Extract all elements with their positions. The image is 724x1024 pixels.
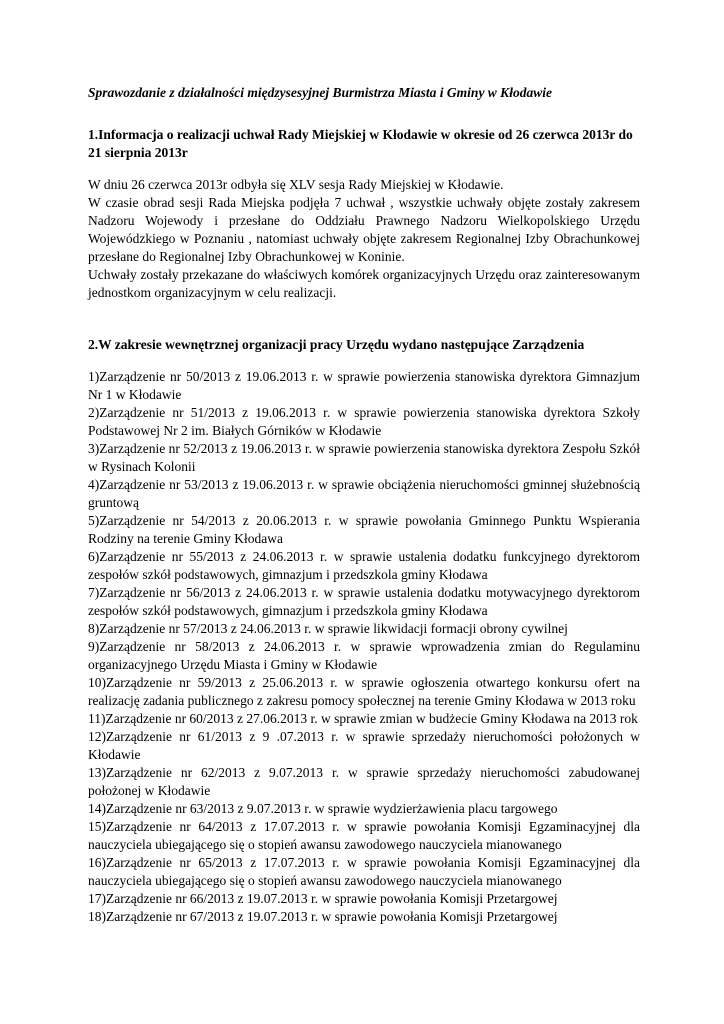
document-page <box>88 84 640 926</box>
section-resolutions <box>88 126 640 302</box>
ordinance-item: 10)Zarządzenie nr 59/2013 z 25.06.2013 r. w sprawie ogłoszenia otwartego konkursu ofert na realizację zadania publicznego z zakresu pomocy społecznej na terenie Gminy Kłodawa w 2013 roku <box>88 675 640 708</box>
section-1-paragraph: Uchwały zostały przekazane do właściwych komórek organizacyjnych Urzędu oraz zainteresowanym jednostkom organizacyjnym w celu realizacji. <box>88 267 640 300</box>
section-ordinances <box>88 336 640 926</box>
ordinance-item: 15)Zarządzenie nr 64/2013 z 17.07.2013 r. w sprawie powołania Komisji Egzaminacyjnej dla nauczyciela ubiegającego się o stopień awansu zawodowego nauczyciela mianowanego <box>88 819 640 852</box>
ordinance-item: 7)Zarządzenie nr 56/2013 z 24.06.2013 r. w sprawie ustalenia dodatku motywacyjnego dyrektorom zespołów szkół podstawowych, gimnazjum i przedszkola gminy Kłodawa <box>88 585 640 618</box>
ordinance-list <box>88 368 640 926</box>
ordinance-item: 3)Zarządzenie nr 52/2013 z 19.06.2013 r. w sprawie powierzenia stanowiska dyrektora Zespołu Szkół w Rysinach Kolonii <box>88 441 640 474</box>
section-1-paragraph: W czasie obrad sesji Rada Miejska podjęła 7 uchwał , wszystkie uchwały objęte zostały zakresem Nadzoru Wojewody i przesłane do Oddziału Prawnego Nadzoru Wielkopolskiego Urzędu Wojewódzkiego w Poznaniu , natomiast uchwały objęte zakresem Regionalnej Izby Obrachunkowej przesłane do Regionalnej Izby Obrachunkowej w Koninie. <box>88 195 640 264</box>
ordinance-item: 6)Zarządzenie nr 55/2013 z 24.06.2013 r. w sprawie ustalenia dodatku funkcyjnego dyrektorom zespołów szkół podstawowych, gimnazjum i przedszkola gminy Kłodawa <box>88 549 640 582</box>
ordinance-item: 1)Zarządzenie nr 50/2013 z 19.06.2013 r. w sprawie powierzenia stanowiska dyrektora Gimnazjum Nr 1 w Kłodawie <box>88 369 640 402</box>
document-title: Sprawozdanie z działalności międzysesyjnej Burmistrza Miasta i Gminy w Kłodawie <box>88 85 552 100</box>
ordinance-item: 5)Zarządzenie nr 54/2013 z 20.06.2013 r. w sprawie powołania Gminnego Punktu Wspierania Rodziny na terenie Gminy Kłodawa <box>88 513 640 546</box>
ordinance-item: 4)Zarządzenie nr 53/2013 z 19.06.2013 r. w sprawie obciążenia nieruchomości gminnej służebnością gruntową <box>88 477 640 510</box>
ordinance-item: 14)Zarządzenie nr 63/2013 z 9.07.2013 r. w sprawie wydzierżawienia placu targowego <box>88 801 558 816</box>
section-1-paragraph: W dniu 26 czerwca 2013r odbyła się XLV sesja Rady Miejskiej w Kłodawie. <box>88 177 504 192</box>
ordinance-item: 2)Zarządzenie nr 51/2013 z 19.06.2013 r. w sprawie powierzenia stanowiska dyrektora Szkoły Podstawowej Nr 2 im. Białych Górników w Kłodawie <box>88 405 640 438</box>
section-2-heading: 2.W zakresie wewnętrznej organizacji pracy Urzędu wydano następujące Zarządzenia <box>88 337 585 352</box>
ordinance-item: 8)Zarządzenie nr 57/2013 z 24.06.2013 r. w sprawie likwidacji formacji obrony cywilnej <box>88 621 568 636</box>
ordinance-item: 12)Zarządzenie nr 61/2013 z 9 .07.2013 r. w sprawie sprzedaży nieruchomości położonych w Kłodawie <box>88 729 640 762</box>
section-1-heading: 1.Informacja o realizacji uchwał Rady Miejskiej w Kłodawie w okresie od 26 czerwca 2013r do 21 sierpnia 2013r <box>88 127 633 160</box>
ordinance-item: 17)Zarządzenie nr 66/2013 z 19.07.2013 r. w sprawie powołania Komisji Przetargowej <box>88 891 558 906</box>
ordinance-item: 16)Zarządzenie nr 65/2013 z 17.07.2013 r. w sprawie powołania Komisji Egzaminacyjnej dla nauczyciela ubiegającego się o stopień awansu zawodowego nauczyciela mianowanego <box>88 855 640 888</box>
ordinance-item: 13)Zarządzenie nr 62/2013 z 9.07.2013 r. w sprawie sprzedaży nieruchomości zabudowanej położonej w Kłodawie <box>88 765 640 798</box>
ordinance-item: 11)Zarządzenie nr 60/2013 z 27.06.2013 r. w sprawie zmian w budżecie Gminy Kłodawa na 2013 rok <box>88 711 638 726</box>
ordinance-item: 9)Zarządzenie nr 58/2013 z 24.06.2013 r. w sprawie wprowadzenia zmian do Regulaminu organizacyjnego Urzędu Miasta i Gminy w Kłodawie <box>88 639 640 672</box>
ordinance-item: 18)Zarządzenie nr 67/2013 z 19.07.2013 r. w sprawie powołania Komisji Przetargowej <box>88 909 558 924</box>
